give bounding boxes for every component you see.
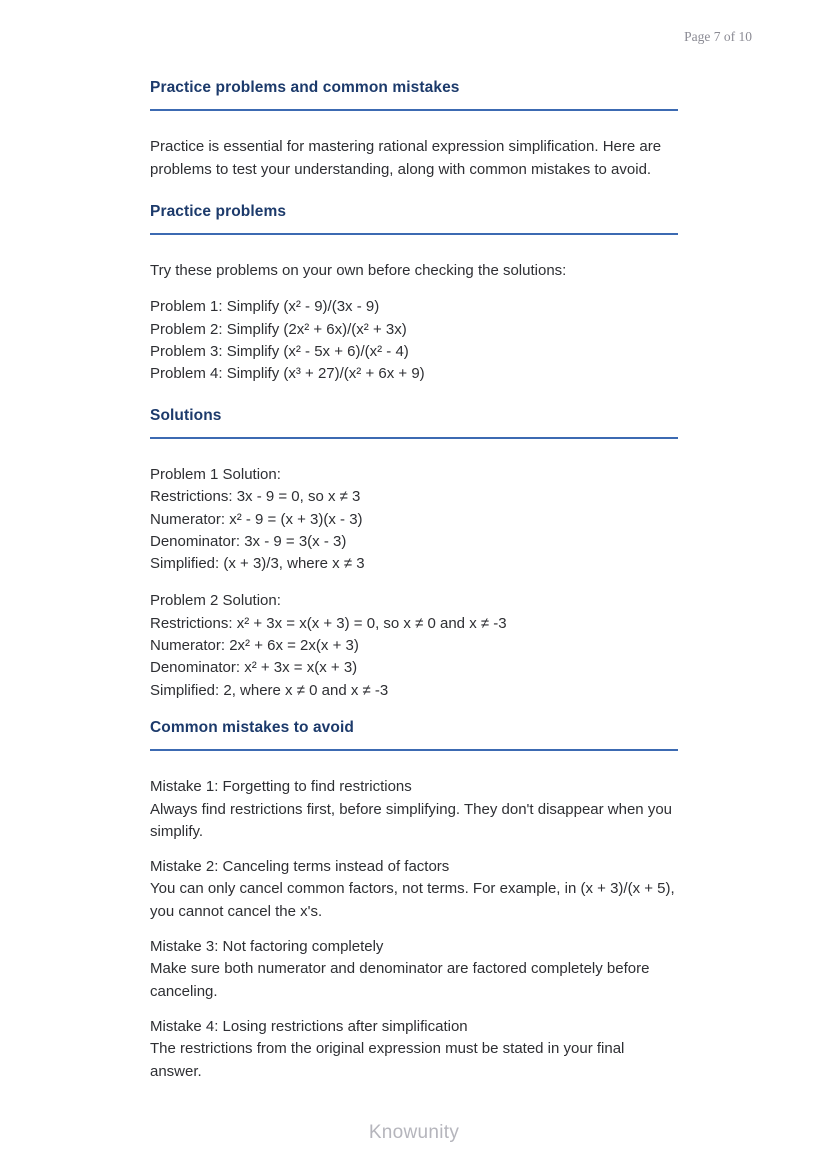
section-heading-group: [150, 405, 678, 439]
solution-line: Problem 1 Solution:: [150, 465, 281, 483]
mistake-title: Mistake 1: Forgetting to find restrictions: [150, 778, 412, 796]
mistake-body: Always find restrictions first, before simplifying. They don't disappear when you simplify.: [150, 800, 672, 840]
heading-rule: [150, 749, 678, 751]
heading-rule: [150, 437, 678, 439]
problem-line: Problem 1: Simplify (x² - 9)/(3x - 9): [150, 298, 380, 316]
mistake-item: [150, 1016, 678, 1083]
page-indicator: Page 7 of 10: [684, 29, 752, 44]
solution-line: Restrictions: 3x - 9 = 0, so x ≠ 3: [150, 488, 361, 506]
problem-list: [150, 296, 678, 385]
section-title: Practice problems and common mistakes: [150, 79, 460, 96]
mistake-body: Make sure both numerator and denominator are factored completely before canceling.: [150, 960, 650, 1000]
section-solutions: [150, 405, 678, 702]
problem-line: Problem 4: Simplify (x³ + 27)/(x² + 6x + 9): [150, 365, 425, 383]
section-title: Common mistakes to avoid: [150, 718, 354, 736]
heading-rule: [150, 109, 678, 111]
lead-text: Try these problems on your own before checking the solutions:: [150, 262, 567, 280]
solution-block: [150, 464, 678, 575]
section-intro: [150, 77, 678, 181]
solution-line: Simplified: (x + 3)/3, where x ≠ 3: [150, 555, 365, 573]
heading-rule: [150, 233, 678, 235]
page-content: [150, 77, 678, 1096]
solution-line: Numerator: 2x² + 6x = 2x(x + 3): [150, 637, 359, 655]
mistake-item: [150, 856, 678, 923]
mistake-title: Mistake 4: Losing restrictions after simplification: [150, 1017, 468, 1035]
solution-line: Numerator: x² - 9 = (x + 3)(x - 3): [150, 510, 363, 528]
mistake-body: The restrictions from the original expression must be stated in your final answer.: [150, 1040, 625, 1080]
section-heading-group: [150, 717, 678, 751]
section-heading-group: [150, 77, 678, 111]
section-practice-problems: [150, 201, 678, 386]
mistake-title: Mistake 3: Not factoring completely: [150, 938, 384, 956]
section-title: Practice problems: [150, 202, 287, 220]
mistake-title: Mistake 2: Canceling terms instead of factors: [150, 858, 450, 876]
section-heading-group: [150, 201, 678, 235]
mistake-item: [150, 936, 678, 1003]
mistake-item: [150, 776, 678, 843]
footer-brand: Knowunity: [368, 1122, 460, 1143]
mistake-body: You can only cancel common factors, not terms. For example, in (x + 3)/(x + 5), you cannot cancel the x's.: [150, 880, 675, 920]
solution-line: Denominator: 3x - 9 = 3(x - 3): [150, 532, 347, 550]
solution-line: Simplified: 2, where x ≠ 0 and x ≠ -3: [150, 681, 389, 699]
solution-line: Restrictions: x² + 3x = x(x + 3) = 0, so x ≠ 0 and x ≠ -3: [150, 614, 507, 632]
paragraph: Practice is essential for mastering rational expression simplification. Here are problems to test your understanding, along with common mistakes to avoid.: [150, 138, 662, 178]
problem-line: Problem 3: Simplify (x² - 5x + 6)/(x² - 4): [150, 343, 409, 361]
solution-line: Problem 2 Solution:: [150, 592, 281, 610]
solution-block: [150, 590, 678, 701]
section-title: Solutions: [150, 406, 222, 424]
section-common-mistakes: [150, 717, 678, 1083]
solution-line: Denominator: x² + 3x = x(x + 3): [150, 659, 358, 677]
problem-line: Problem 2: Simplify (2x² + 6x)/(x² + 3x): [150, 320, 407, 338]
